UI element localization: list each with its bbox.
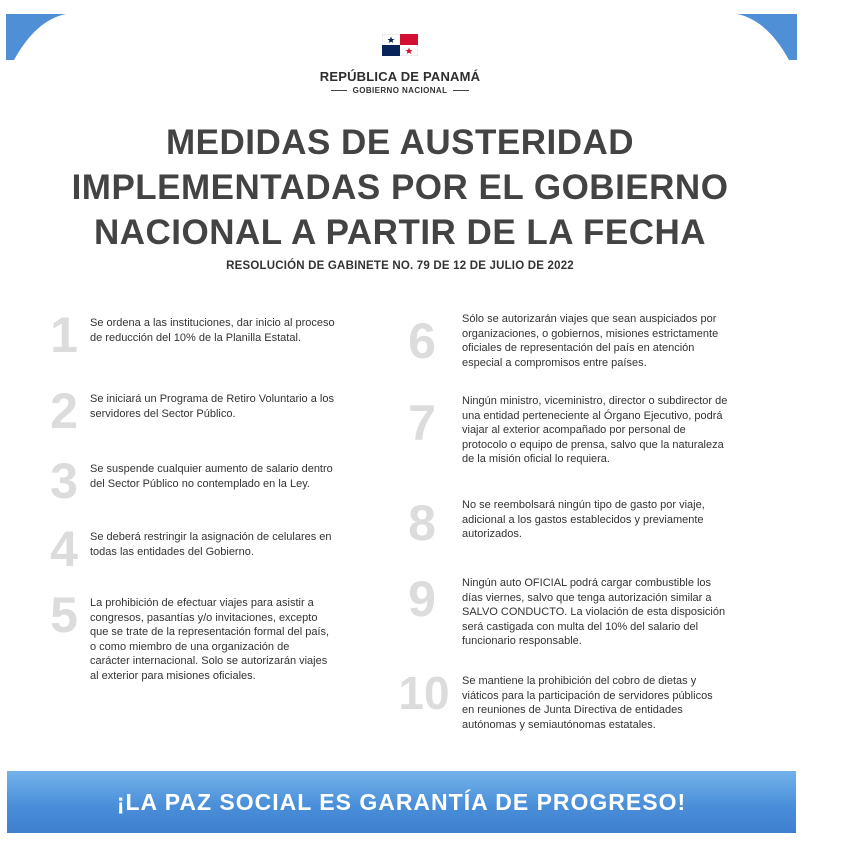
measure-line: Sólo se autorizarán viajes que sean auspiciados por [462, 313, 717, 325]
measure-line: No se reembolsará ningún tipo de gasto por viaje, [462, 499, 705, 511]
measure-line: Ningún auto OFICIAL podrá cargar combustible los [462, 577, 712, 589]
measure-text [90, 316, 335, 345]
measure-line: oficiales de representación del país en atención [462, 342, 695, 355]
title-line: NACIONAL A PARTIR DE LA FECHA [93, 213, 707, 252]
measure-line: viáticos para la participación de servidores públicos [462, 689, 713, 702]
measure-line: funcionario responsable. [462, 635, 582, 648]
measure-line: todas las entidades del Gobierno. [90, 545, 254, 558]
measure-text [90, 530, 332, 559]
measure-line: de la misión oficial lo requiera. [462, 453, 610, 466]
measure-item-1 [44, 307, 374, 363]
measure-text [462, 576, 758, 649]
measure-number: 7 [408, 395, 436, 451]
measure-line: adicional a los gastos establecidos y previamente [462, 513, 704, 526]
measure-line: especial a compromisos entre países. [462, 356, 647, 369]
measure-number: 1 [50, 307, 78, 363]
measure-item-8 [402, 492, 762, 551]
title-line: MEDIDAS DE AUSTERIDAD [165, 123, 635, 162]
government-subtitle-row [0, 86, 800, 95]
resolution-subtitle: RESOLUCIÓN DE GABINETE NO. 79 DE 12 DE JULIO DE 2022 [226, 260, 574, 272]
panama-flag-icon [382, 34, 418, 56]
government-header [0, 34, 800, 95]
measure-line: Ningún ministro, viceministro, director o subdirector de [462, 395, 728, 407]
measure-item-5 [44, 587, 374, 684]
measure-number: 9 [408, 571, 436, 627]
measure-line: en reuniones de Junta Directiva de entidades [462, 704, 683, 717]
measure-line: autónomas y semiautónomas estatales. [462, 718, 656, 731]
title-line: IMPLEMENTADAS POR EL GOBIERNO [71, 168, 729, 207]
measure-line: del Sector Público no contemplado en la Ley. [90, 477, 310, 490]
measure-line: protocolo o equipo de prensa, salvo que la naturaleza [462, 438, 724, 451]
measure-line: organizaciones, o gobiernos, misiones estrictamente [462, 327, 719, 340]
divider-left [331, 90, 347, 91]
measure-line: autorizados. [462, 528, 522, 541]
measure-line: SALVO CONDUCTO. La violación de esta disposición [462, 606, 726, 619]
measure-number: 3 [50, 453, 78, 509]
measure-item-3 [44, 453, 374, 509]
footer-banner [7, 771, 796, 833]
measure-number: 5 [50, 587, 78, 643]
measure-number: 10 [398, 667, 450, 719]
country-name: REPÚBLICA DE PANAMÁ [319, 69, 481, 84]
measure-line: de reducción del 10% de la Planilla Estatal. [90, 331, 301, 344]
measure-item-9 [402, 570, 762, 649]
measure-item-7 [402, 388, 762, 467]
measure-line: días viernes, salvo que tenga autorización similar a [462, 591, 712, 604]
measure-number: 4 [50, 521, 78, 577]
measure-line: Se iniciará un Programa de Retiro Voluntario a los [90, 393, 334, 405]
measure-line: Se suspende cualquier aumento de salario dentro [90, 463, 333, 475]
measure-line: viajar al exterior acompañado por personal de [462, 424, 686, 437]
measure-item-2 [44, 383, 374, 439]
measure-item-10 [396, 668, 762, 732]
measure-line: Se deberá restringir la asignación de celulares en [90, 531, 332, 543]
measure-line: Se mantiene la prohibición del cobro de dietas y [462, 675, 697, 687]
measure-text [90, 392, 334, 421]
measure-item-6 [402, 306, 762, 370]
measure-line: servidores del Sector Público. [90, 407, 236, 420]
measure-line: será castigada con multa del 10% del salario del [462, 620, 699, 633]
measure-number: 6 [408, 313, 436, 369]
measure-text [90, 596, 368, 684]
measure-line: o como miembro de una organización de [90, 640, 290, 653]
measure-line: congresos, pasantías y/o invitaciones, excepto [90, 611, 318, 624]
measure-line: carácter internacional. Solo se autorizarán viajes [90, 655, 328, 668]
government-subtitle: GOBIERNO NACIONAL [352, 86, 448, 95]
measure-item-4 [44, 521, 374, 577]
page-title [0, 120, 800, 255]
measure-text [462, 498, 758, 542]
measure-text [90, 462, 333, 491]
footer-slogan: ¡LA PAZ SOCIAL ES GARANTÍA DE PROGRESO! [116, 788, 687, 815]
measure-line: una entidad perteneciente al Órgano Ejecutivo, podrá [462, 409, 723, 422]
measure-text [462, 674, 758, 732]
measure-text [462, 312, 758, 370]
measure-number: 8 [408, 495, 436, 551]
divider-right [453, 90, 469, 91]
measure-line: que se trate de la representación formal del país, [90, 626, 330, 639]
measure-line: al exterior para misiones oficiales. [90, 669, 256, 682]
measure-line: Se ordena a las instituciones, dar inicio al proceso [90, 317, 335, 329]
measure-text [462, 394, 758, 467]
measure-line: La prohibición de efectuar viajes para asistir a [90, 597, 314, 609]
measure-number: 2 [50, 383, 78, 439]
